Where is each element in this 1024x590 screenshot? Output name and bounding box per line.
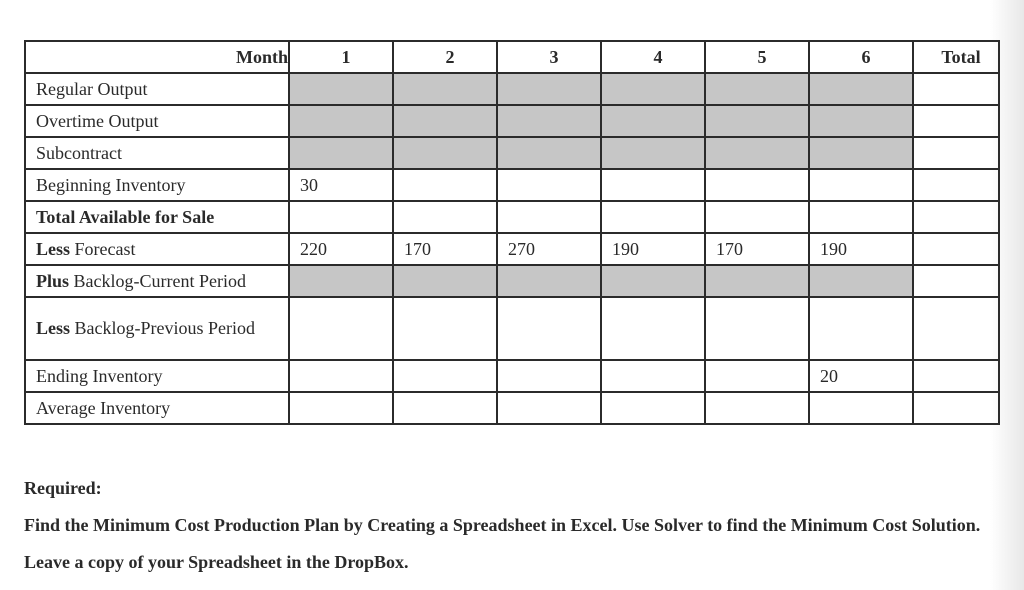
table-row — [25, 265, 999, 297]
period-cell-5 — [705, 73, 809, 105]
table-row — [25, 201, 999, 233]
period-cell-2 — [393, 265, 497, 297]
table-header-row — [25, 41, 999, 73]
total-cell — [913, 392, 999, 424]
row-label — [25, 201, 289, 233]
period-cell-1: 30 — [289, 169, 393, 201]
row-label-text: Subcontract — [36, 142, 122, 163]
table-row — [25, 105, 999, 137]
table-row — [25, 169, 999, 201]
period-cell-4: 190 — [601, 233, 705, 265]
period-cell-3 — [497, 137, 601, 169]
period-cell-6: 190 — [809, 233, 913, 265]
period-cell-5 — [705, 360, 809, 392]
row-label — [25, 392, 289, 424]
table-row — [25, 73, 999, 105]
period-cell-2 — [393, 392, 497, 424]
required-instructions: Find the Minimum Cost Production Plan by Creating a Spreadsheet in Excel. Use Solver to find the Minimum Cost Solution. Leave a copy of your Spreadsheet in the DropBox. — [24, 515, 981, 572]
period-cell-1 — [289, 265, 393, 297]
table-row — [25, 233, 999, 265]
period-cell-2 — [393, 73, 497, 105]
period-cell-3 — [497, 201, 601, 233]
period-cell-6 — [809, 105, 913, 137]
period-cell-3 — [497, 105, 601, 137]
row-label — [25, 297, 289, 360]
period-cell-4 — [601, 265, 705, 297]
period-cell-3 — [497, 169, 601, 201]
period-cell-2 — [393, 169, 497, 201]
period-cell-4 — [601, 73, 705, 105]
table-row — [25, 392, 999, 424]
period-cell-5: 170 — [705, 233, 809, 265]
period-header-1: 1 — [289, 41, 393, 73]
period-cell-5 — [705, 137, 809, 169]
total-cell — [913, 137, 999, 169]
period-header-6: 6 — [809, 41, 913, 73]
row-label-text: Overtime Output — [36, 110, 159, 131]
period-cell-4 — [601, 105, 705, 137]
period-cell-1 — [289, 73, 393, 105]
period-header-5: 5 — [705, 41, 809, 73]
table-row — [25, 137, 999, 169]
period-cell-6 — [809, 169, 913, 201]
period-cell-1 — [289, 105, 393, 137]
total-cell — [913, 169, 999, 201]
period-cell-2 — [393, 297, 497, 360]
total-cell — [913, 201, 999, 233]
period-cell-3 — [497, 392, 601, 424]
period-cell-1 — [289, 360, 393, 392]
period-cell-6: 20 — [809, 360, 913, 392]
period-cell-5 — [705, 201, 809, 233]
period-cell-2 — [393, 201, 497, 233]
period-cell-3: 270 — [497, 233, 601, 265]
period-cell-5 — [705, 265, 809, 297]
period-cell-6 — [809, 201, 913, 233]
row-label-bold: Less — [36, 238, 71, 259]
row-label-text: Beginning Inventory — [36, 174, 186, 195]
period-cell-1: 220 — [289, 233, 393, 265]
period-cell-3 — [497, 360, 601, 392]
period-cell-4 — [601, 297, 705, 360]
row-label-text: Backlog-Previous Period — [70, 318, 255, 338]
row-label-text: Backlog-Current Period — [69, 270, 246, 291]
total-cell — [913, 265, 999, 297]
period-header-2: 2 — [393, 41, 497, 73]
period-cell-1 — [289, 392, 393, 424]
period-cell-4 — [601, 392, 705, 424]
total-cell — [913, 297, 999, 360]
month-header: Month — [25, 41, 289, 73]
total-header: Total — [913, 41, 999, 73]
period-cell-6 — [809, 392, 913, 424]
period-cell-1 — [289, 201, 393, 233]
row-label — [25, 233, 289, 265]
row-label-text: Forecast — [70, 238, 136, 259]
period-cell-3 — [497, 73, 601, 105]
row-label-text: Regular Output — [36, 78, 148, 99]
period-cell-4 — [601, 137, 705, 169]
period-cell-6 — [809, 297, 913, 360]
row-label — [25, 169, 289, 201]
table-row — [25, 297, 999, 360]
total-cell — [913, 105, 999, 137]
total-cell — [913, 233, 999, 265]
row-label-bold: Plus — [36, 270, 70, 291]
period-cell-6 — [809, 265, 913, 297]
row-label — [25, 105, 289, 137]
row-label-bold: Less — [36, 318, 71, 338]
total-cell — [913, 73, 999, 105]
period-header-3: 3 — [497, 41, 601, 73]
row-label — [25, 265, 289, 297]
period-cell-2: 170 — [393, 233, 497, 265]
period-cell-1 — [289, 297, 393, 360]
row-label-text: Ending Inventory — [36, 365, 163, 386]
period-cell-2 — [393, 360, 497, 392]
row-label — [25, 73, 289, 105]
period-cell-4 — [601, 169, 705, 201]
row-label-bold: Total Available for Sale — [36, 206, 215, 227]
period-cell-4 — [601, 201, 705, 233]
period-cell-3 — [497, 265, 601, 297]
required-heading: Required: — [24, 478, 102, 498]
table-row — [25, 360, 999, 392]
period-cell-4 — [601, 360, 705, 392]
period-header-4: 4 — [601, 41, 705, 73]
required-section — [24, 470, 1024, 581]
row-label-text: Average Inventory — [36, 397, 171, 418]
period-cell-5 — [705, 169, 809, 201]
period-cell-1 — [289, 137, 393, 169]
period-cell-2 — [393, 137, 497, 169]
period-cell-3 — [497, 297, 601, 360]
total-cell — [913, 360, 999, 392]
row-label — [25, 137, 289, 169]
period-cell-5 — [705, 297, 809, 360]
period-cell-6 — [809, 73, 913, 105]
period-cell-2 — [393, 105, 497, 137]
period-cell-5 — [705, 105, 809, 137]
period-cell-6 — [809, 137, 913, 169]
row-label — [25, 360, 289, 392]
aggregate-plan-table — [24, 40, 1000, 425]
period-cell-5 — [705, 392, 809, 424]
